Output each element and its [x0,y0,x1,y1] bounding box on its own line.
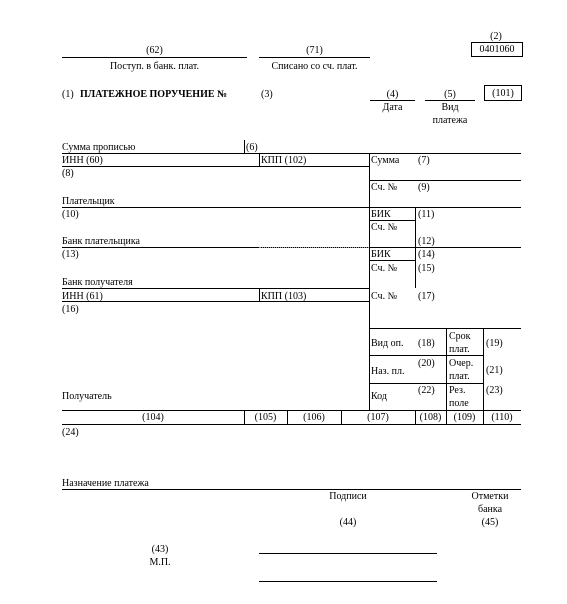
form-code: 0401060 [479,44,515,55]
payer-line [62,207,521,208]
code-number: (22) [418,385,435,396]
payer-bank-label: Банк плательщика [62,236,140,247]
debited-line [259,57,370,58]
payee-bank-number: (13) [62,249,79,260]
payee-bik-number: (14) [418,249,435,260]
payee-inn-line [62,301,369,302]
payee-inn-kpp-divider [259,288,260,301]
payer-label: Плательщик [62,196,115,207]
purpose-number: (24) [62,427,79,438]
payer-bank-account-number: (12) [418,236,435,247]
received-number: (62) [146,45,163,56]
sum-label: Сумма [371,155,400,166]
budget-field-109: (109) [453,412,476,423]
sum-words-divider [244,140,245,153]
purpose-code-number: (20) [418,358,435,369]
payment-type-number: (5) [444,89,456,100]
payer-bank-number: (10) [62,209,79,220]
payee-bik-line [369,260,415,261]
payer-name-number: (8) [62,168,74,179]
payer-account-label: Сч. № [371,182,398,193]
bank-marks-label-2: банка [477,504,503,515]
signature-line-1 [259,553,437,554]
payer-inn: ИНН (60) [62,155,103,166]
queue-number: (21) [486,365,503,376]
payee-name-number: (16) [62,304,79,315]
budget-field-104: (104) [142,412,164,423]
payee-account-number: (17) [418,291,435,302]
codes-divider-2 [483,328,484,411]
form-code-box [471,42,523,57]
queue-label-1: Очер. [449,358,474,369]
budget-field-106: (106) [303,412,325,423]
sum-words-line [62,153,521,154]
codes-divider-1 [446,328,447,411]
budget-field-107: (107) [367,412,389,423]
sum-line [369,180,521,181]
bank-marks-number: (45) [481,517,499,528]
seal-label: М.П. [149,557,171,568]
purpose-line [62,489,521,490]
op-type-label: Вид оп. [371,338,404,349]
purpose-code-label: Наз. пл. [371,366,405,377]
payee-account-label: Сч. № [371,291,398,302]
payee-label: Получатель [62,391,112,402]
sum-number: (7) [418,155,430,166]
payer-bik-line [369,220,415,221]
payee-bank-account-label: Сч. № [371,263,398,274]
payer-inn-line [62,166,369,167]
payee-bik-label: БИК [371,249,391,260]
payee-bank-line [62,288,369,289]
payer-bik-label: БИК [371,209,391,220]
payment-type-line [425,100,475,101]
reserve-number: (23) [486,385,503,396]
status-box [484,85,522,101]
payee-inn: ИНН (61) [62,291,103,302]
payment-type-label-2: платежа [432,115,468,126]
budget-field-110: (110) [491,412,513,423]
date-label: Дата [382,102,403,113]
reserve-label-2: поле [449,398,469,409]
payer-inn-kpp-divider [259,153,260,166]
op-type-number: (18) [418,338,435,349]
order-number-field: (3) [261,89,273,100]
term-label-1: Срок [449,331,471,342]
title-prefix: (1) [62,89,74,100]
payer-bik-number: (11) [418,209,435,220]
bank-codes-divider [415,207,416,288]
payment-type-label-1: Вид [441,102,459,113]
purpose-label: Назначение платежа [62,478,149,489]
seal-number: (43) [151,544,169,555]
bank-marks-label-1: Отметки [471,491,509,502]
code-label: Код [371,391,387,402]
signatures-number: (44) [339,517,357,528]
debited-label: Списано со сч. плат. [271,61,358,72]
queue-label-2: плат. [449,371,470,382]
received-line [62,57,247,58]
received-label: Поступ. в банк. плат. [109,61,200,72]
payee-bank-label: Банк получателя [62,277,133,288]
payee-kpp: КПП (103) [261,291,307,302]
budget-bottom-line [62,424,521,425]
main-vertical-divider [369,153,370,411]
codes-line-1 [369,355,483,356]
debited-number: (71) [306,45,323,56]
signature-line-2 [259,581,437,582]
term-label-2: плат. [449,344,470,355]
payee-bank-account-number: (15) [418,263,435,274]
codes-line-2 [369,383,483,384]
form-code-number: (2) [490,31,502,42]
sum-words-label: Сумма прописью [62,142,136,153]
status-number: (101) [492,88,514,99]
term-number: (19) [486,338,503,349]
sum-words-number: (6) [246,142,258,153]
payer-account-number: (9) [418,182,430,193]
codes-top-line [369,328,521,329]
signatures-label: Подписи [329,491,367,502]
budget-field-105: (105) [254,412,277,423]
payer-kpp: КПП (102) [261,155,307,166]
payer-bank-account-label: Сч. № [371,222,398,233]
page-title: ПЛАТЕЖНОЕ ПОРУЧЕНИЕ № [80,89,228,100]
date-number: (4) [386,89,399,100]
date-line [370,100,415,101]
budget-field-108: (108) [419,412,442,423]
budget-top-line [62,410,521,411]
reserve-label-1: Рез. [449,385,466,396]
dotted-guide-1 [259,247,369,248]
